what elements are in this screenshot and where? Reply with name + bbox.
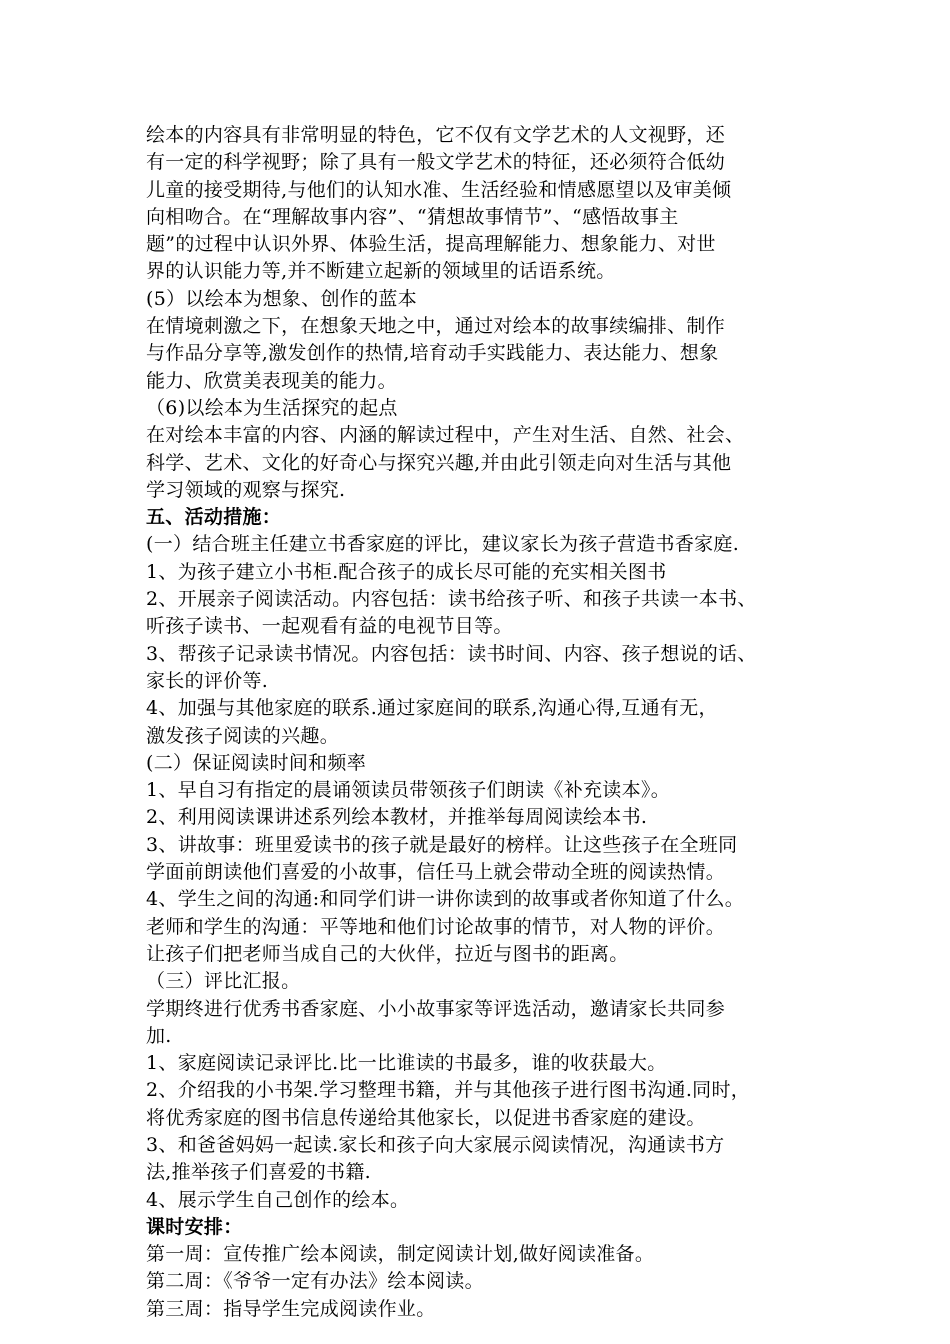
text-line: 在情境刺激之下，在想象天地之中，通过对绘本的故事续编排、制作 (146, 315, 726, 338)
schedule-item: 第三周：指导学生完成阅读作业。 (146, 1297, 436, 1320)
list-item: 4、加强与其他家庭的联系.通过家庭间的联系,沟通心得,互通有无， (146, 697, 718, 720)
text-line: 界的认识能力等,并不断建立起新的领域里的话语系统。 (146, 260, 616, 283)
list-item: 2、介绍我的小书架.学习整理书籍，并与其他孩子进行图书沟通.同时， (146, 1079, 751, 1102)
subheading: (二）保证阅读时间和频率 (146, 751, 367, 774)
text-line: 题”的过程中认识外界、体验生活，提高理解能力、想象能力、对世 (146, 233, 716, 256)
text-line: 儿童的接受期待,与他们的认知水准、生活经验和情感愿望以及审美倾 (146, 178, 732, 201)
text-line: 让孩子们把老师当成自己的大伙伴，拉近与图书的距离。 (146, 942, 629, 965)
text-line: 科学、艺术、文化的好奇心与探究兴趣,并由此引领走向对生活与其他 (146, 451, 732, 474)
text-line: 学面前朗读他们喜爱的小故事，信任马上就会带动全班的阅读热情。 (146, 861, 726, 884)
list-item: 3、讲故事：班里爱读书的孩子就是最好的榜样。让这些孩子在全班同 (146, 833, 738, 856)
text-line: 激发孩子阅读的兴趣。 (146, 724, 340, 747)
list-item: 3、和爸爸妈妈一起读.家长和孩子向大家展示阅读情况，沟通读书方 (146, 1133, 725, 1156)
subheading: （三）评比汇报。 (146, 970, 301, 993)
text-line: 与作品分享等,激发创作的热情,培育动手实践能力、表达能力、想象 (146, 342, 719, 365)
text-line: 听孩子读书、一起观看有益的电视节目等。 (146, 615, 513, 638)
schedule-item: 第一周：宣传推广绘本阅读，制定阅读计划,做好阅读准备。 (146, 1243, 655, 1266)
section-heading: 课时安排： (146, 1215, 243, 1238)
list-item: 4、学生之间的沟通:和同学们讲一讲你读到的故事或者你知道了什么。 (146, 888, 745, 911)
text-line: 能力、欣赏美表现美的能力。 (146, 369, 397, 392)
text-line: 老师和学生的沟通：平等地和他们讨论故事的情节，对人物的评价。 (146, 915, 726, 938)
text-line: 向相吻合。在“理解故事内容”、“猜想故事情节”、“感悟故事主 (146, 205, 679, 228)
list-item: 4、展示学生自己创作的绘本。 (146, 1188, 410, 1211)
schedule-item: 第二周：《爷爷一定有办法》绘本阅读。 (146, 1270, 484, 1293)
document-body (146, 122, 846, 1323)
section-heading: 五、活动措施： (146, 506, 282, 529)
subheading: （6)以绘本为生活探究的起点 (146, 396, 398, 419)
text-line: 家长的评价等. (146, 669, 269, 692)
text-line: 有一定的科学视野；除了具有一般文学艺术的特征，还必须符合低幼 (146, 151, 726, 174)
list-item: 2、利用阅读课讲述系列绘本教材，并推举每周阅读绘本书. (146, 806, 648, 829)
subheading: (一）结合班主任建立书香家庭的评比，建议家长为孩子营造书香家庭. (146, 533, 740, 556)
list-item: 1、早自习有指定的晨诵领读员带领孩子们朗读《补充读本》。 (146, 779, 670, 802)
text-line: 学习领域的观察与探究. (146, 478, 346, 501)
text-line: 将优秀家庭的图书信息传递给其他家长，以促进书香家庭的建设。 (146, 1106, 706, 1129)
text-line: 在对绘本丰富的内容、内涵的解读过程中，产生对生活、自然、社会、 (146, 424, 745, 447)
list-item: 1、家庭阅读记录评比.比一比谁读的书最多，谁的收获最大。 (146, 1052, 667, 1075)
text-line: 学期终进行优秀书香家庭、小小故事家等评选活动，邀请家长共同参 (146, 997, 726, 1020)
list-item: 3、帮孩子记录读书情况。内容包括：读书时间、内容、孩子想说的话、 (146, 642, 757, 665)
text-line: 绘本的内容具有非常明显的特色，它不仅有文学艺术的人文视野，还 (146, 124, 726, 146)
subheading: (5）以绘本为想象、创作的蓝本 (146, 287, 418, 310)
text-line: 法,推举孩子们喜爱的书籍. (146, 1161, 371, 1184)
text-line: 加. (146, 1024, 172, 1047)
list-item: 1、为孩子建立小书柜.配合孩子的成长尽可能的充实相关图书 (146, 560, 667, 583)
list-item: 2、开展亲子阅读活动。内容包括：读书给孩子听、和孩子共读一本书、 (146, 588, 757, 611)
